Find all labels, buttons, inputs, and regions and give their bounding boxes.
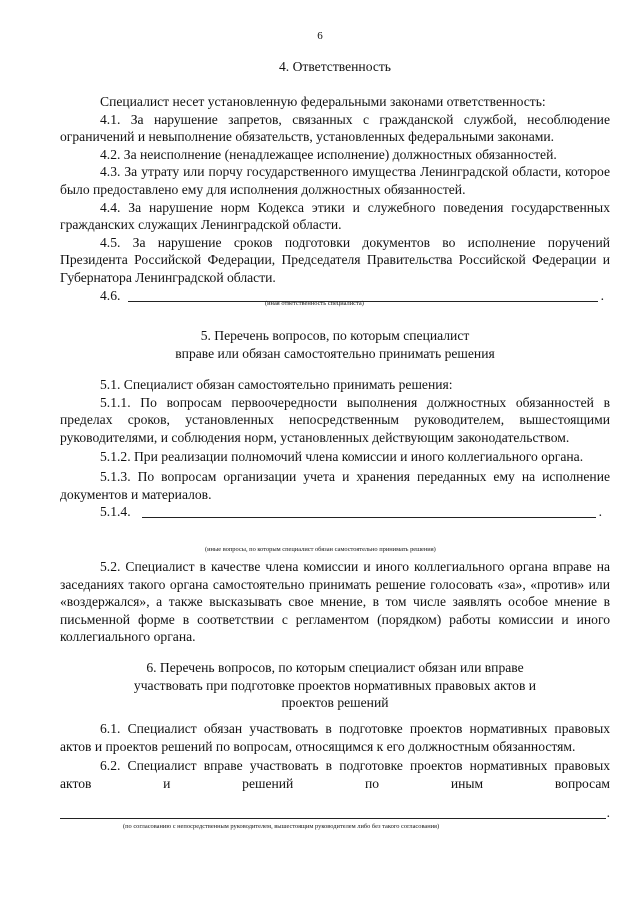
page-number: 6: [317, 30, 323, 42]
item-5-1-3: 5.1.3. По вопросам организации учета и хранения переданных ему на исполнение документов и материалов.: [60, 468, 610, 502]
item-6-2-fill-line: [60, 818, 606, 819]
section-5-title-line-1: 5. Перечень вопросов, по которым специалист: [200, 328, 470, 343]
section-6-body: [60, 720, 610, 792]
item-4-4: 4.4. За нарушение норм Кодекса этики и служебного поведения государственных гражданских служащих Ленинградской области.: [60, 199, 610, 233]
item-6-2-caption: (по согласованию с непосредственным руководителем, вышестоящим руководителем либо без такого согласования): [123, 823, 440, 830]
item-4-2: 4.2. За неисполнение (ненадлежащее исполнение) должностных обязанностей.: [100, 146, 557, 162]
item-5-1-2: 5.1.2. При реализации полномочий члена комиссии и иного коллегиального органа.: [100, 449, 584, 465]
item-5-2: 5.2. Специалист в качестве члена комиссии и иного коллегиального органа вправе на заседаниях такого органа самостоятельно принимать решение голосовать «за», «против» или «воздержался», а также высказывать свое мнение, в том числе заявлять особое мнение в письменной форме в соответствии с регламентом (порядком) работы комиссии и иного коллегиального органа.: [60, 559, 610, 645]
section-6-title-line-2: участвовать при подготовке проектов нормативных правовых актов и: [133, 677, 537, 693]
item-4-3: 4.3. За утрату или порчу государственного имущества Ленинградской области, которое было предоставлено ему для исполнения должностных обязанностей.: [60, 164, 610, 197]
section-6-title: [60, 659, 610, 712]
section-5-intro: 5.1. Специалист обязан самостоятельно принимать решения:: [100, 377, 453, 392]
period: .: [598, 504, 602, 520]
section-4-title: 4. Ответственность: [278, 59, 392, 74]
item-4-1: 4.1. За нарушение запретов, связанных с гражданской службой, несоблюдение ограничений и невыполнение обязательств, установленных федеральными законами.: [60, 111, 610, 145]
item-5-1-4-blank: [60, 503, 610, 521]
item-4-5: 4.5. За нарушение сроков подготовки документов во исполнение поручений Президента Российской Федерации, Председателя Правительства Российской Федерации и Губернатора Ленинградской области.: [60, 234, 610, 285]
section-6-title-line-1: 6. Перечень вопросов, по которым специалист обязан или вправе: [146, 660, 524, 675]
item-4-6-caption: (иная ответственность специалиста): [265, 300, 364, 307]
section-5-title-line-2: вправе или обязан самостоятельно принимать решения: [175, 345, 495, 361]
section-4-body: [60, 93, 610, 305]
section-5-body: [60, 376, 610, 521]
item-5-1-4-caption: (иные вопросы, по которым специалист обязан самостоятельно принимать решения): [205, 546, 436, 553]
section-4-intro: Специалист несет установленную федеральными законами ответственность:: [100, 94, 546, 109]
item-5-2-block: [60, 558, 610, 646]
fill-line: [142, 517, 596, 518]
section-5-title: [60, 327, 610, 362]
period: .: [606, 805, 610, 820]
item-5-1-4-label: 5.1.4.: [100, 504, 131, 520]
item-6-2: 6.2. Специалист вправе участвовать в подготовке проектов нормативных правовых актов и решений по иным вопросам: [60, 758, 610, 791]
section-6-title-line-3: проектов решений: [281, 695, 389, 711]
period: .: [600, 287, 604, 303]
item-4-6-label: 4.6.: [100, 287, 121, 303]
item-5-1-1: 5.1.1. По вопросам первоочередности выполнения должностных обязанностей в пределах сроков, установленных непосредственным руководителем, вышестоящими руководителями, и соблюдения норм, установленных действующим законодательством.: [60, 394, 610, 445]
item-6-1: 6.1. Специалист обязан участвовать в подготовке проектов нормативных правовых актов и проектов решений по вопросам, относящимся к его должностным обязанностям.: [60, 721, 610, 754]
